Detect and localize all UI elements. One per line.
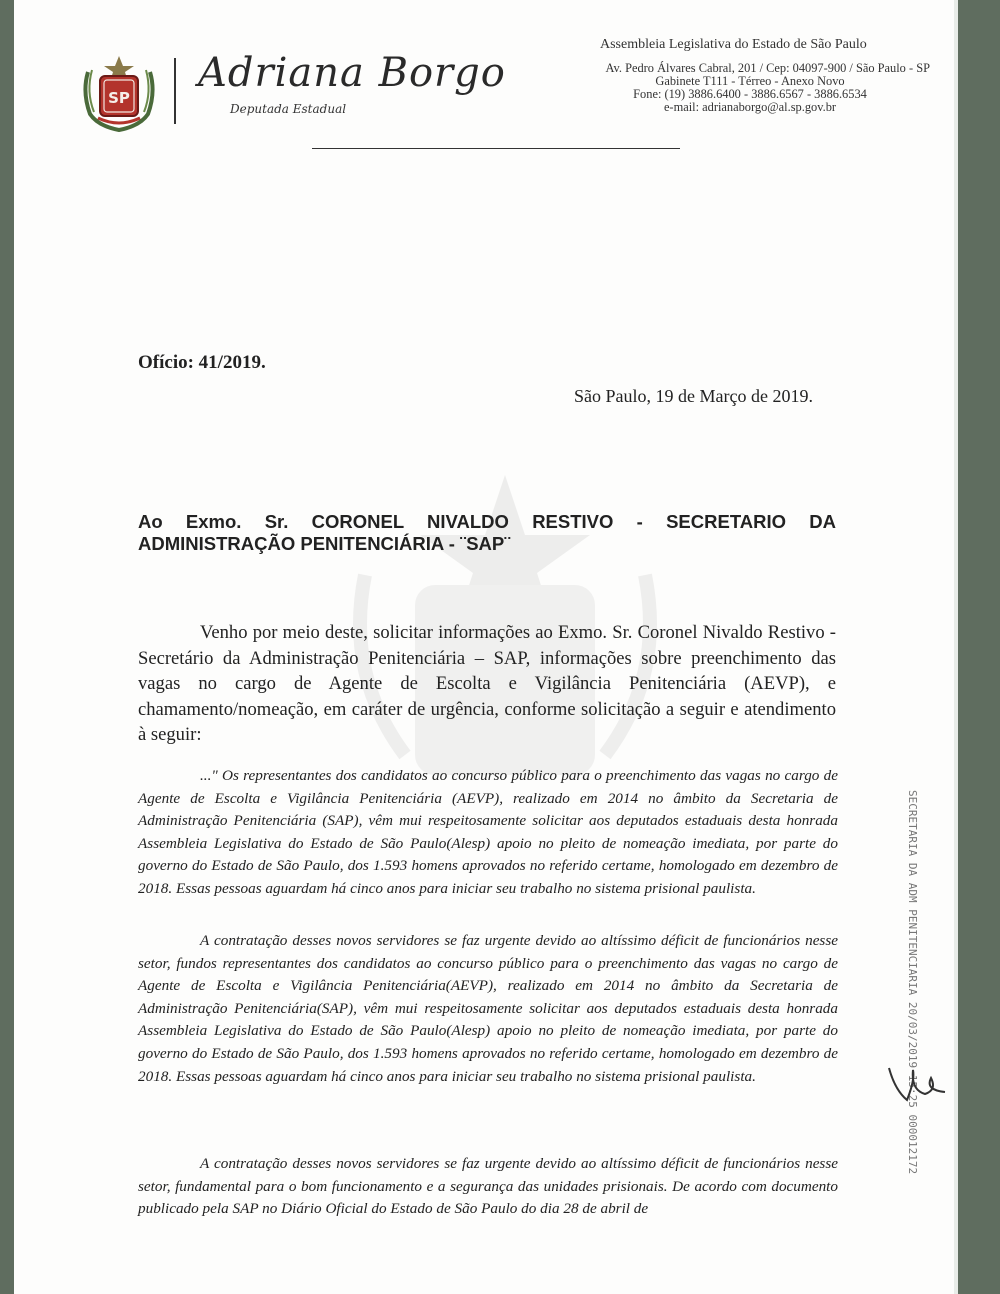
signature-name: Adriana Borgo — [198, 50, 506, 96]
right-border — [958, 0, 1000, 1294]
email-line: e-mail: adrianaborgo@al.sp.gov.br — [663, 100, 837, 114]
protocol-stamp — [896, 790, 926, 1175]
oficio-number: Ofício: 41/2019. — [138, 352, 266, 373]
address-line-1: Av. Pedro Álvares Cabral, 201 / Cep: 04097-900 / São Paulo - SP — [605, 61, 930, 75]
emblem-letters: SP — [108, 89, 130, 107]
left-border — [0, 0, 14, 1294]
signature-subtitle: Deputada Estadual — [230, 102, 347, 116]
intro-paragraph: Venho por meio deste, solicitar informações ao Exmo. Sr. Coronel Nivaldo Restivo - Secretário da Administração Penitenciária – SAP, informações sobre preenchimento das vagas no cargo de Agente de Escolta e Vigilância Penitenciária (AEVP), e chamamento/nomeação, em caráter de urgência, conforme solicitação a seguir e atendimento à seguir: — [138, 622, 836, 745]
quoted-paragraph-1: ..." Os representantes dos candidatos ao concurso público para o preenchimento das vagas no cargo de Agente de Escolta e Vigilância Penitenciária (AEVP), realizado em 2014 no âmbito da Secretaria de Administração Penitenciária (SAP), vêm mui respeitosamente solicitar aos deputados estaduais desta honrada Assembleia Legislativa do Estado de São Paulo(Alesp) apoio no pleito de nomeação imediata, por parte do governo do Estado de São Paulo, dos 1.593 homens aprovados no referido certame, homologado em dezembro de 2018. Essas pessoas aguardam há cinco anos para iniciar seu trabalho no sistema prisional paulista. — [138, 767, 838, 897]
recipient-line-1: Ao Exmo. Sr. CORONEL NIVALDO RESTIVO - SECRETARIO DA — [138, 511, 836, 532]
recipient-block — [138, 511, 836, 555]
header-vertical-divider — [174, 58, 176, 124]
header-address-block — [570, 38, 930, 114]
signature-logo — [190, 46, 506, 126]
handwritten-initials-icon — [885, 1060, 955, 1110]
phone-line: Fone: (19) 3886.6400 - 3886.6567 - 3886.6534 — [633, 87, 867, 101]
address-line-2: Gabinete T111 - Térreo - Anexo Novo — [655, 74, 845, 88]
organization-name: Assembleia Legislativa do Estado de São Paulo — [600, 37, 867, 52]
quoted-paragraph-2: A contratação desses novos servidores se faz urgente devido ao altíssimo déficit de funcionários nesse setor, fundos representantes dos candidatos ao concurso público para o preenchimento das vagas no cargo de Agente de Escolta e Vigilância Penitenciária(AEVP), realizado em 2014 no âmbito da Secretaria de Administração Penitenciária(SAP), vêm mui respeitosamente solicitar aos deputados estaduais desta honrada Assembleia Legislativa do Estado de São Paulo(Alesp) apoio no pleito de nomeação imediata, por parte do governo do Estado de São Paulo, dos 1.593 homens aprovados no referido certame, homologado em dezembro de 2018. Essas pessoas aguardam há cinco anos para iniciar seu trabalho no sistema prisional paulista. — [138, 932, 838, 1085]
protocol-stamp-text: SECRETARIA DA ADM PENITENCIARIA 20/03/2019 15:25 000012172 — [906, 790, 919, 1175]
letter-date: São Paulo, 19 de Março de 2019. — [574, 386, 813, 406]
quoted-paragraph-3: A contratação desses novos servidores se faz urgente devido ao altíssimo déficit de funcionários nesse setor, fundamental para o bom funcionamento e a segurança das unidades prisionais. De acordo com documento publicado pela SAP no Diário Oficial do Estado de São Paulo do dia 28 de abril de — [138, 1155, 838, 1218]
sp-coat-of-arms-icon — [78, 52, 160, 134]
header-horizontal-rule — [312, 148, 680, 149]
recipient-line-2: ADMINISTRAÇÃO PENITENCIÁRIA - ¨SAP¨ — [138, 533, 511, 554]
